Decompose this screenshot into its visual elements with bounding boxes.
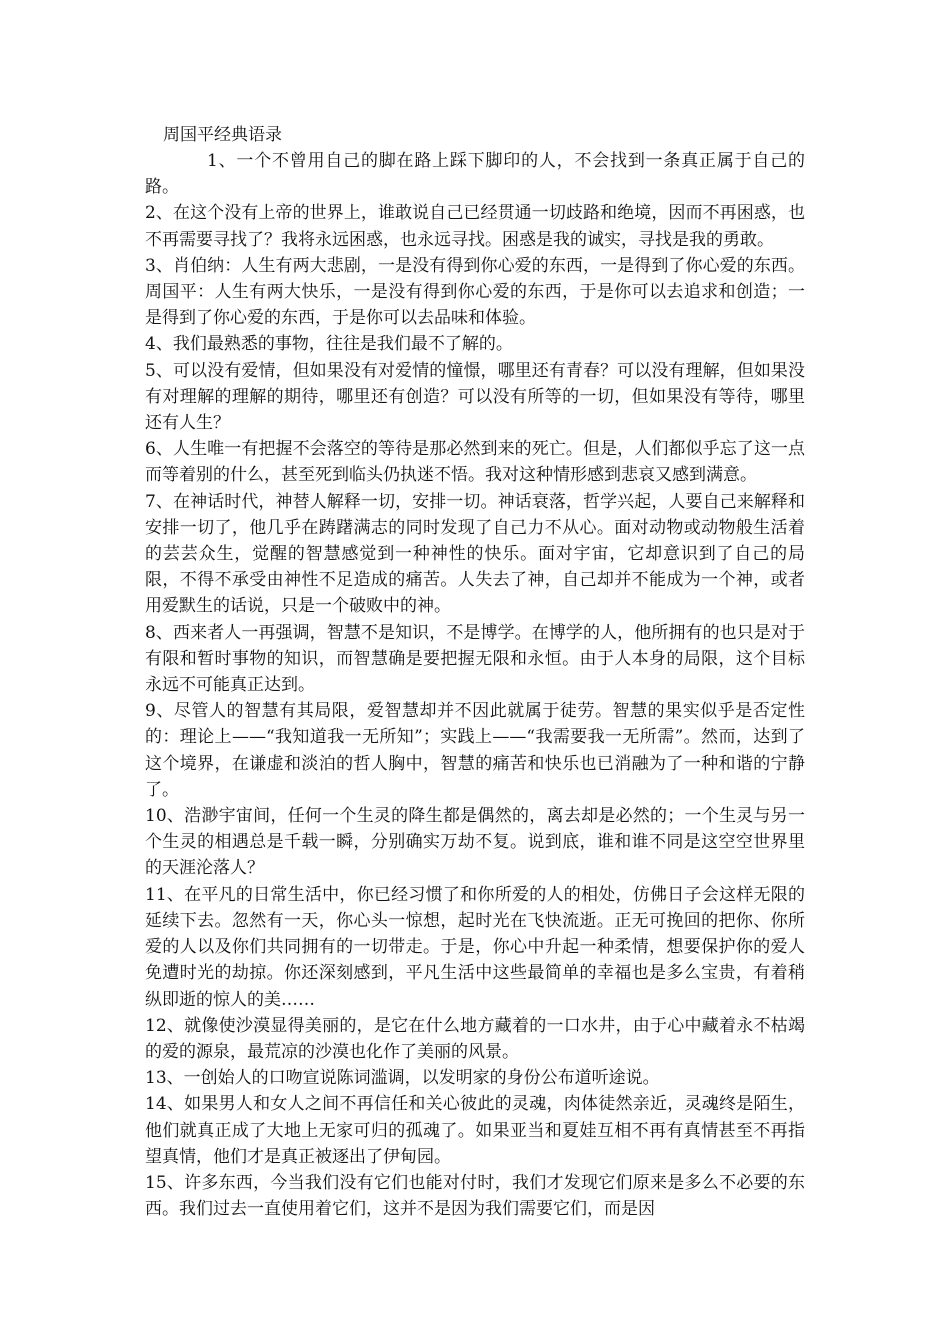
quote-1: 1、一个不曾用自己的脚在路上踩下脚印的人，不会找到一条真正属于自己的路。 — [145, 151, 805, 198]
quote-13: 13、一创始人的口吻宣说陈词滥调，以发明家的身份公布道听途说。 — [145, 1068, 660, 1089]
quote-9: 9、尽管人的智慧有其局限，爱智慧却并不因此就属于徒劳。智慧的果实似乎是否定性的：理论上——“我知道我一无所知”；实践上——“我需要我一无所需”。然而，达到了这个境界，在谦虚和淡泊的哲人胸中，智慧的痛苦和快乐也已消融为了一种和谐的宁静了。 — [145, 701, 805, 800]
document-page — [145, 122, 805, 1222]
quote-2: 2、在这个没有上帝的世界上，谁敢说自己已经贯通一切歧路和绝境，因而不再困惑，也不再需要寻找了？我将永远困惑，也永远寻找。困惑是我的诚实，寻找是我的勇敢。 — [145, 203, 805, 250]
quote-12: 12、就像使沙漠显得美丽的，是它在什么地方藏着的一口水井，由于心中藏着永不枯竭的爱的源泉，最荒凉的沙漠也化作了美丽的风景。 — [145, 1015, 805, 1062]
quote-15: 15、许多东西，今当我们没有它们也能对付时，我们才发现它们原来是多么不必要的东西。我们过去一直使用着它们，这并不是因为我们需要它们，而是因 — [145, 1172, 805, 1220]
quote-10: 10、浩渺宇宙间，任何一个生灵的降生都是偶然的，离去却是必然的；一个生灵与另一个生灵的相遇总是千载一瞬，分别确实万劫不复。说到底，谁和谁不同是这空空世界里的天涯沦落人？ — [145, 806, 805, 879]
quote-14: 14、如果男人和女人之间不再信任和关心彼此的灵魂，肉体徒然亲近，灵魂终是陌生，他们就真正成了大地上无家可归的孤魂了。如果亚当和夏娃互相不再有真情甚至不再指望真情，他们才是真正被逐出了伊甸园。 — [145, 1094, 805, 1167]
quote-6: 6、人生唯一有把握不会落空的等待是那必然到来的死亡。但是，人们都似乎忘了这一点而等着别的什么，甚至死到临头仍执迷不悟。我对这种情形感到悲哀又感到满意。 — [145, 439, 805, 486]
quote-11: 11、在平凡的日常生活中，你已经习惯了和你所爱的人的相处，仿佛日子会这样无限的延续下去。忽然有一天，你心头一惊想，起时光在飞快流逝。正无可挽回的把你、你所爱的人以及你们共同拥有的一切带走。于是，你心中升起一种柔情，想要保护你的爱人免遭时光的劫掠。你还深刻感到，平凡生活中这些最简单的幸福也是多么宝贵，有着稍纵即逝的惊人的美…… — [145, 884, 805, 1010]
quote-7: 7、在神话时代，神替人解释一切，安排一切。神话衰落，哲学兴起，人要自己来解释和安排一切了，他几乎在踌躇满志的同时发现了自己力不从心。面对动物或动物般生活着的芸芸众生，觉醒的智慧感觉到一种神性的快乐。面对宇宙，它却意识到了自己的局限，不得不承受由神性不足造成的痛苦。人失去了神，自己却并不能成为一个神，或者用爱默生的话说，只是一个破败中的神。 — [145, 491, 805, 617]
quote-4: 4、我们最熟悉的事物，往往是我们最不了解的。 — [145, 334, 513, 355]
quote-3: 3、肖伯纳：人生有两大悲剧，一是没有得到你心爱的东西，一是得到了你心爱的东西。周国平：人生有两大快乐，一是没有得到你心爱的东西，于是你可以去追求和创造；一是得到了你心爱的东西，于是你可以去品味和体验。 — [145, 255, 805, 329]
document-title: 周国平经典语录 — [163, 125, 282, 145]
quote-5: 5、可以没有爱情，但如果没有对爱情的憧憬，哪里还有青春？可以没有理解，但如果没有对理解的理解的期待，哪里还有创造？可以没有所等的一切，但如果没有等待，哪里还有人生？ — [145, 360, 805, 434]
quote-8: 8、西来者人一再强调，智慧不是知识，不是博学。在博学的人，他所拥有的也只是对于有限和暂时事物的知识，而智慧确是要把握无限和永恒。由于人本身的局限，这个目标永远不可能真正达到。 — [145, 622, 805, 696]
